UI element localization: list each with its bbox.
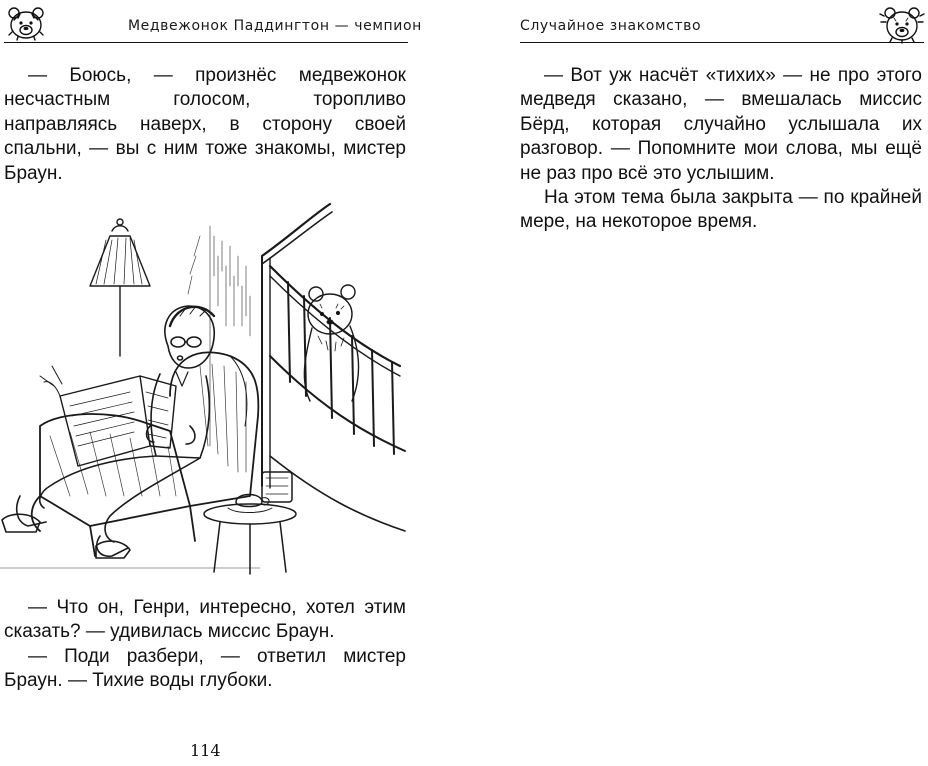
text-block-right [520,64,922,235]
page-number: 114 [190,741,221,760]
illustration-reading-man-and-bear [0,196,420,576]
paragraph: — Боюсь, — произнёс медвежонок несчастным голосом, торопливо направляясь наверх, в сторону своей спальни, — вы с ним тоже знакомы, мистер Браун. [4,65,406,184]
running-head-left: Медвежонок Паддингтон — чемпион [128,18,422,34]
text-block-bottom [4,596,406,694]
text-block-top [4,64,406,186]
bear-head-icon [4,2,48,42]
running-head-right: Случайное знакомство [520,18,702,34]
paragraph: — Поди разбери, — ответил мистер Браун. — Тихие воды глубоки. [4,645,406,692]
paragraph: — Вот уж насчёт «тихих» — не про этого медведя сказано, — вмешалась миссис Бёрд, которая случайно услышала их разговор. — Попомните мои слова, мы ещё не раз про всё это услышим. [520,65,922,184]
right-page [464,0,928,766]
bear-head-icon [878,2,926,44]
paragraph: На этом тема была закрыта — по крайней мере, на некоторое время. [520,187,922,233]
paragraph: — Что он, Генри, интересно, хотел этим сказать? — удивилась миссис Браун. [4,597,406,643]
header-rule-left [4,42,408,43]
header-rule-right [520,42,924,43]
